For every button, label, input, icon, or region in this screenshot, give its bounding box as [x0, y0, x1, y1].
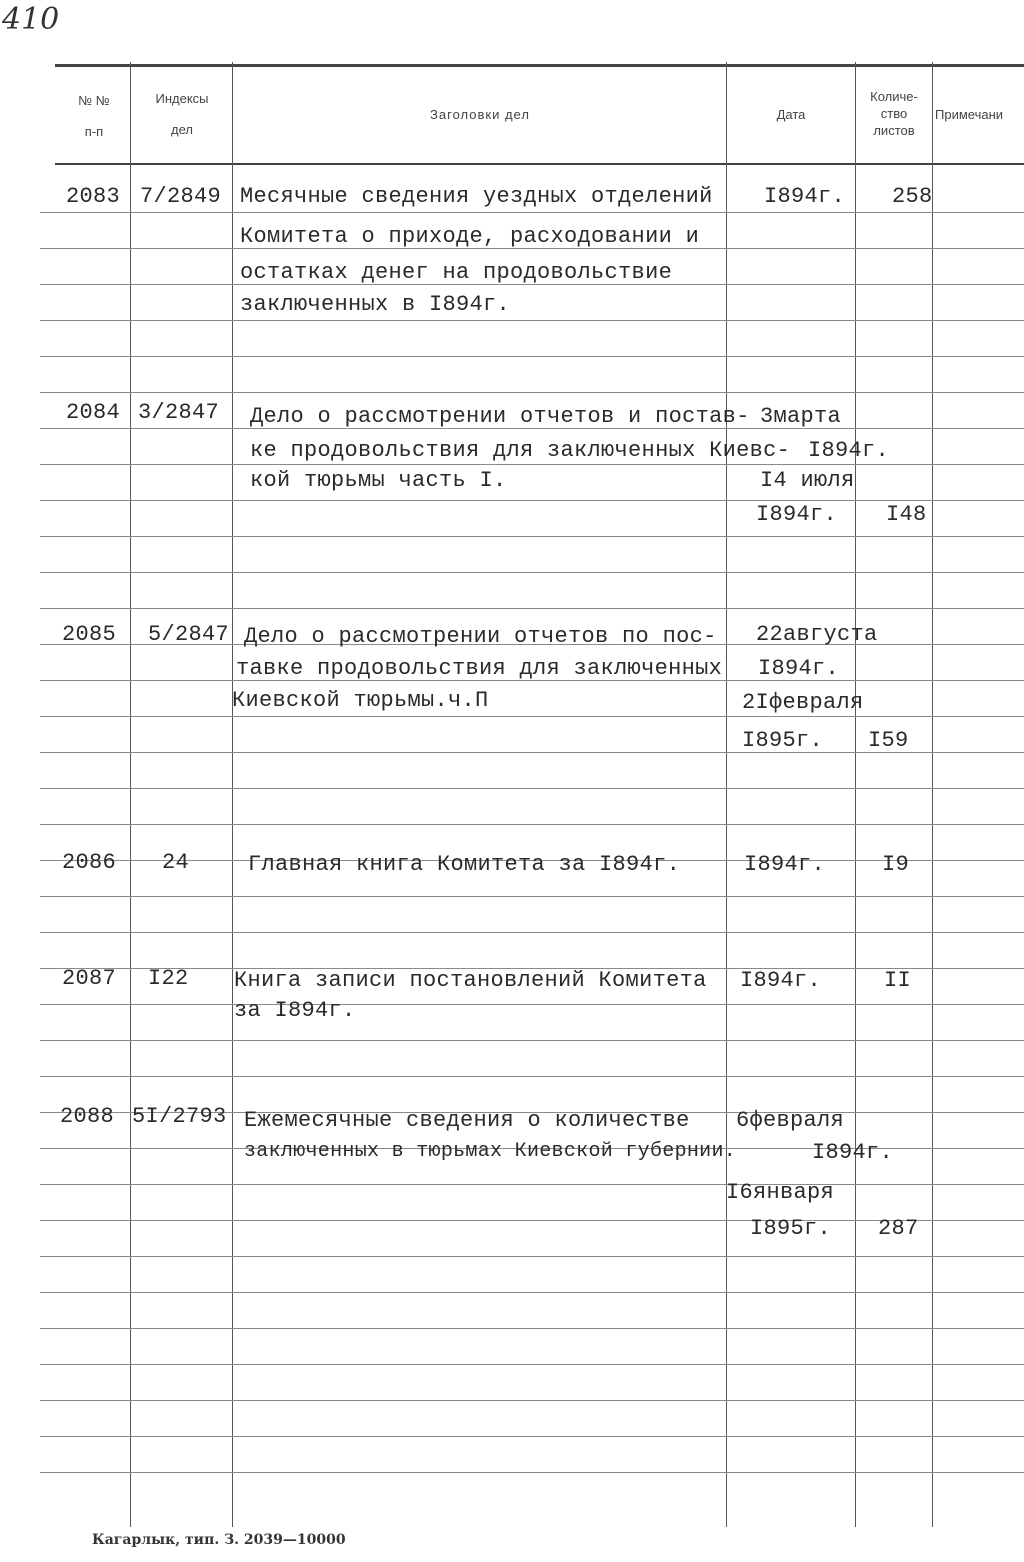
ruled-line [40, 1292, 1024, 1293]
entry-date: 2Iфевраля [742, 690, 864, 715]
entry-title-line: за I894г. [234, 998, 356, 1023]
entry-count: 258 [892, 184, 933, 209]
col-divider-2 [232, 62, 233, 1527]
entry-index: 24 [162, 850, 190, 875]
ruled-line [40, 1436, 1024, 1437]
entry-title-line: Комитета о приходе, расходовании и [240, 224, 700, 249]
header-note: Примечани [935, 107, 1004, 122]
entry-date: I894г. [744, 852, 826, 877]
entry-date: I895г. [750, 1216, 832, 1241]
ruled-line [40, 1328, 1024, 1329]
ruled-line [40, 500, 1024, 501]
entry-date: I894г. [764, 184, 846, 209]
entry-date: I894г. [756, 502, 838, 527]
entry-count: II [884, 968, 912, 993]
printer-imprint: Кагарлык, тип. З. 2039—10000 [92, 1532, 346, 1548]
ruled-line [40, 572, 1024, 573]
entry-title-line: Ежемесячные сведения о количестве [244, 1108, 690, 1133]
entry-num: 2087 [62, 966, 117, 991]
entry-num: 2088 [60, 1104, 115, 1129]
col-divider-5 [932, 62, 933, 1527]
entry-date: I894г. [740, 968, 822, 993]
header-title: Заголовки дел [430, 107, 530, 122]
ruled-line [40, 824, 1024, 825]
ruled-line [40, 1256, 1024, 1257]
entry-title-line: ке продовольствия для заключенных Киевс- [250, 438, 791, 463]
entry-index: 3/2847 [138, 400, 220, 425]
entry-count: I48 [886, 502, 927, 527]
header-date: Дата [776, 107, 806, 122]
entry-date: 6февраля [736, 1108, 845, 1133]
col-divider-1 [130, 62, 131, 1527]
ruled-line [40, 212, 1024, 213]
entry-title-line: Месячные сведения уездных отделений [240, 184, 713, 209]
ruled-line [40, 896, 1024, 897]
header-top-rule [55, 64, 1024, 67]
entry-title-line: остатках денег на продовольствие [240, 260, 673, 285]
header-index: Индексы дел [155, 91, 209, 137]
entry-title-line: Киевской тюрьмы.ч.П [232, 688, 489, 713]
ruled-line [40, 1364, 1024, 1365]
ruled-line [40, 608, 1024, 609]
ruled-line [40, 716, 1024, 717]
entry-count: 287 [878, 1216, 919, 1241]
entry-title-line: Дело о рассмотрении отчетов и постав- [250, 404, 750, 429]
ruled-line [40, 536, 1024, 537]
entry-title-line: Книга записи постановлений Комитета [234, 968, 707, 993]
entry-count: I9 [882, 852, 910, 877]
header-count: Количе- ство листов [870, 89, 918, 138]
entry-title-line: Дело о рассмотрении отчетов по пос- [244, 624, 717, 649]
entry-index: 7/2849 [140, 184, 222, 209]
header-bottom-rule [55, 163, 1024, 165]
entry-date: I894г. [758, 656, 840, 681]
entry-num: 2083 [66, 184, 121, 209]
ruled-line [40, 1040, 1024, 1041]
ruled-line [40, 788, 1024, 789]
entry-index: 5I/2793 [132, 1104, 227, 1129]
entry-date: 22августа [756, 622, 878, 647]
entry-num: 2084 [66, 400, 121, 425]
entry-title-line: заключенных в I894г. [240, 292, 511, 317]
ruled-line [40, 464, 1024, 465]
entry-count: I59 [868, 728, 909, 753]
entry-num: 2086 [62, 850, 117, 875]
ruled-line [40, 1004, 1024, 1005]
ruled-line [40, 392, 1024, 393]
entry-title-line: заключенных в тюрьмах Киевской губернии. [244, 1140, 737, 1163]
entry-date: I894г. [812, 1140, 894, 1165]
ruled-line [40, 320, 1024, 321]
ruled-line [40, 1400, 1024, 1401]
entry-num: 2085 [62, 622, 117, 647]
entry-date: I6января [726, 1180, 835, 1205]
entry-index: 5/2847 [148, 622, 230, 647]
entry-date: I894г. [808, 438, 890, 463]
ruled-line [40, 1220, 1024, 1221]
entry-title-line: тавке продовольствия для заключенных [236, 656, 723, 681]
entry-title-line: кой тюрьмы часть I. [250, 468, 507, 493]
col-divider-4 [855, 62, 856, 1527]
page-number: 410 [2, 2, 60, 37]
entry-date: I4 июля [760, 468, 855, 493]
ruled-line [40, 1472, 1024, 1473]
ruled-line [40, 356, 1024, 357]
ruled-line [40, 1076, 1024, 1077]
header-num: № № п-п [78, 93, 110, 139]
ruled-line [40, 1184, 1024, 1185]
ruled-line [40, 932, 1024, 933]
col-divider-3 [726, 62, 727, 1527]
entry-title-line: Главная книга Комитета за I894г. [248, 852, 681, 877]
entry-date: 3марта [760, 404, 842, 429]
entry-index: I22 [148, 966, 189, 991]
entry-date: I895г. [742, 728, 824, 753]
